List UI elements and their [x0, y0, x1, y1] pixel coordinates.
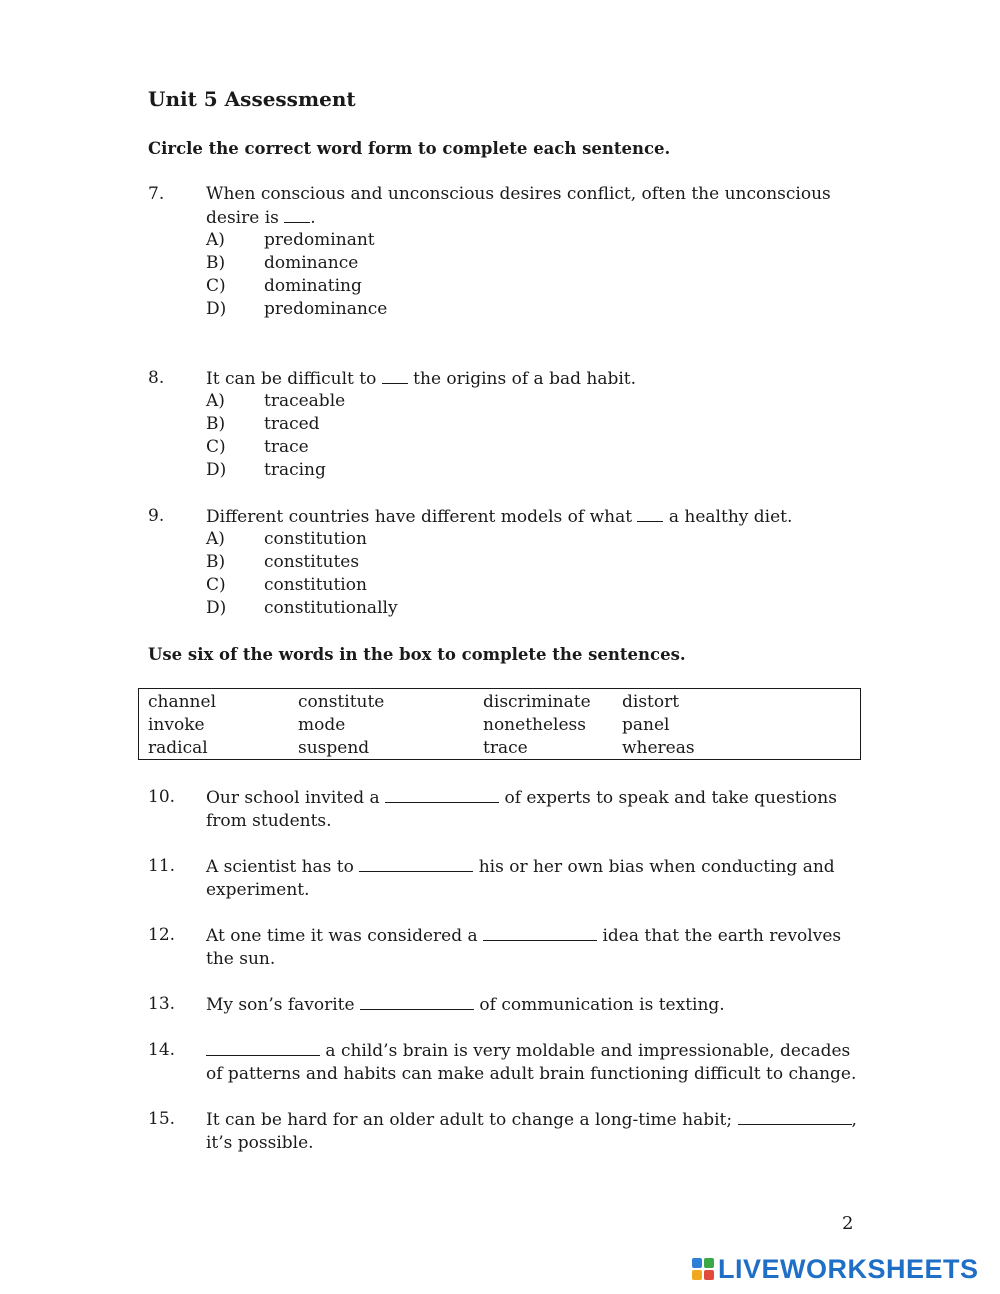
section2-instruction: Use six of the words in the box to complete the sentences.: [148, 645, 686, 664]
question-text-start: Our school invited a: [206, 788, 380, 808]
option-text[interactable]: constitution: [264, 575, 367, 595]
option-letter: A): [206, 391, 225, 411]
word-box-word: nonetheless: [483, 715, 586, 735]
answer-blank[interactable]: [284, 206, 310, 223]
word-box-word: discriminate: [483, 692, 591, 712]
question-text: [206, 1108, 871, 1155]
answer-blank[interactable]: [206, 1039, 320, 1056]
word-box-word: panel: [622, 715, 670, 735]
question-text-end: , it’s possible.: [206, 1110, 857, 1153]
question-text-start: A scientist has to: [206, 857, 354, 877]
word-box: [138, 688, 861, 760]
question-number: 13.: [148, 994, 176, 1014]
option-letter: A): [206, 230, 225, 250]
option-text[interactable]: constitutionally: [264, 598, 398, 618]
question-text: [206, 367, 871, 391]
question-text-end: a child’s brain is very moldable and impressionable, decades of patterns and habits can make adult brain functioning difficult to change.: [206, 1041, 857, 1084]
question-text-start: At one time it was considered a: [206, 926, 478, 946]
option-text[interactable]: trace: [264, 437, 309, 457]
section1-instruction: Circle the correct word form to complete each sentence.: [148, 139, 671, 158]
option-text[interactable]: predominance: [264, 299, 388, 319]
answer-blank[interactable]: [359, 855, 473, 872]
word-box-word: radical: [148, 738, 208, 758]
option-letter: D): [206, 299, 227, 319]
liveworksheets-logo-icon: [692, 1258, 714, 1280]
page-title: Unit 5 Assessment: [148, 87, 356, 111]
word-box-word: trace: [483, 738, 528, 758]
question-text-end: the origins of a bad habit.: [413, 369, 637, 389]
question-text-start: Different countries have different models of what: [206, 507, 633, 527]
word-box-word: channel: [148, 692, 216, 712]
question-number: 7.: [148, 184, 165, 204]
option-text[interactable]: constitutes: [264, 552, 360, 572]
question-text: [206, 1039, 871, 1086]
question-number: 12.: [148, 925, 176, 945]
word-box-word: constitute: [298, 692, 385, 712]
brand-name: LIVEWORKSHEETS: [718, 1253, 979, 1284]
option-letter: B): [206, 414, 226, 434]
option-text[interactable]: tracing: [264, 460, 326, 480]
answer-blank[interactable]: [637, 505, 663, 522]
question-text-start: My son’s favorite: [206, 995, 355, 1015]
word-box-word: whereas: [622, 738, 695, 758]
option-text[interactable]: predominant: [264, 230, 375, 250]
question-text: [206, 855, 871, 902]
question-text: [206, 505, 871, 529]
option-letter: C): [206, 575, 226, 595]
question-number: 10.: [148, 787, 176, 807]
option-letter: C): [206, 276, 226, 296]
question-text-end: his or her own bias when conducting and experiment.: [206, 857, 835, 900]
word-box-word: invoke: [148, 715, 205, 735]
question-text-end: .: [310, 208, 316, 228]
question-text-end: of experts to speak and take questions from students.: [206, 788, 837, 831]
word-box-word: mode: [298, 715, 346, 735]
question-number: 11.: [148, 856, 176, 876]
question-text-line2: desire is: [206, 208, 279, 228]
option-letter: B): [206, 253, 226, 273]
answer-blank[interactable]: [738, 1108, 852, 1125]
answer-blank[interactable]: [382, 367, 408, 384]
question-text: [206, 183, 871, 230]
option-letter: A): [206, 529, 225, 549]
answer-blank[interactable]: [385, 786, 499, 803]
option-text[interactable]: dominating: [264, 276, 362, 296]
question-number: 15.: [148, 1109, 176, 1129]
word-box-word: suspend: [298, 738, 370, 758]
option-text[interactable]: constitution: [264, 529, 367, 549]
answer-blank[interactable]: [360, 993, 474, 1010]
question-text-start: It can be difficult to: [206, 369, 377, 389]
brand-logo: [692, 1254, 979, 1284]
question-number: 8.: [148, 368, 165, 388]
question-number: 14.: [148, 1040, 176, 1060]
question-text-end: a healthy diet.: [668, 507, 793, 527]
question-text: [206, 993, 871, 1017]
word-box-word: distort: [622, 692, 680, 712]
question-text-end: idea that the earth revolves the sun.: [206, 926, 842, 969]
page-number: 2: [842, 1213, 854, 1234]
option-letter: C): [206, 437, 226, 457]
option-letter: D): [206, 598, 227, 618]
option-letter: D): [206, 460, 227, 480]
option-text[interactable]: dominance: [264, 253, 359, 273]
question-text-end: of communication is texting.: [479, 995, 725, 1015]
option-text[interactable]: traced: [264, 414, 320, 434]
question-number: 9.: [148, 506, 165, 526]
question-text: [206, 924, 871, 971]
option-letter: B): [206, 552, 226, 572]
question-text: [206, 786, 871, 833]
question-text-line1: When conscious and unconscious desires conflict, often the unconscious: [206, 184, 831, 204]
question-text-start: It can be hard for an older adult to change a long-time habit;: [206, 1110, 733, 1130]
option-text[interactable]: traceable: [264, 391, 346, 411]
answer-blank[interactable]: [483, 924, 597, 941]
